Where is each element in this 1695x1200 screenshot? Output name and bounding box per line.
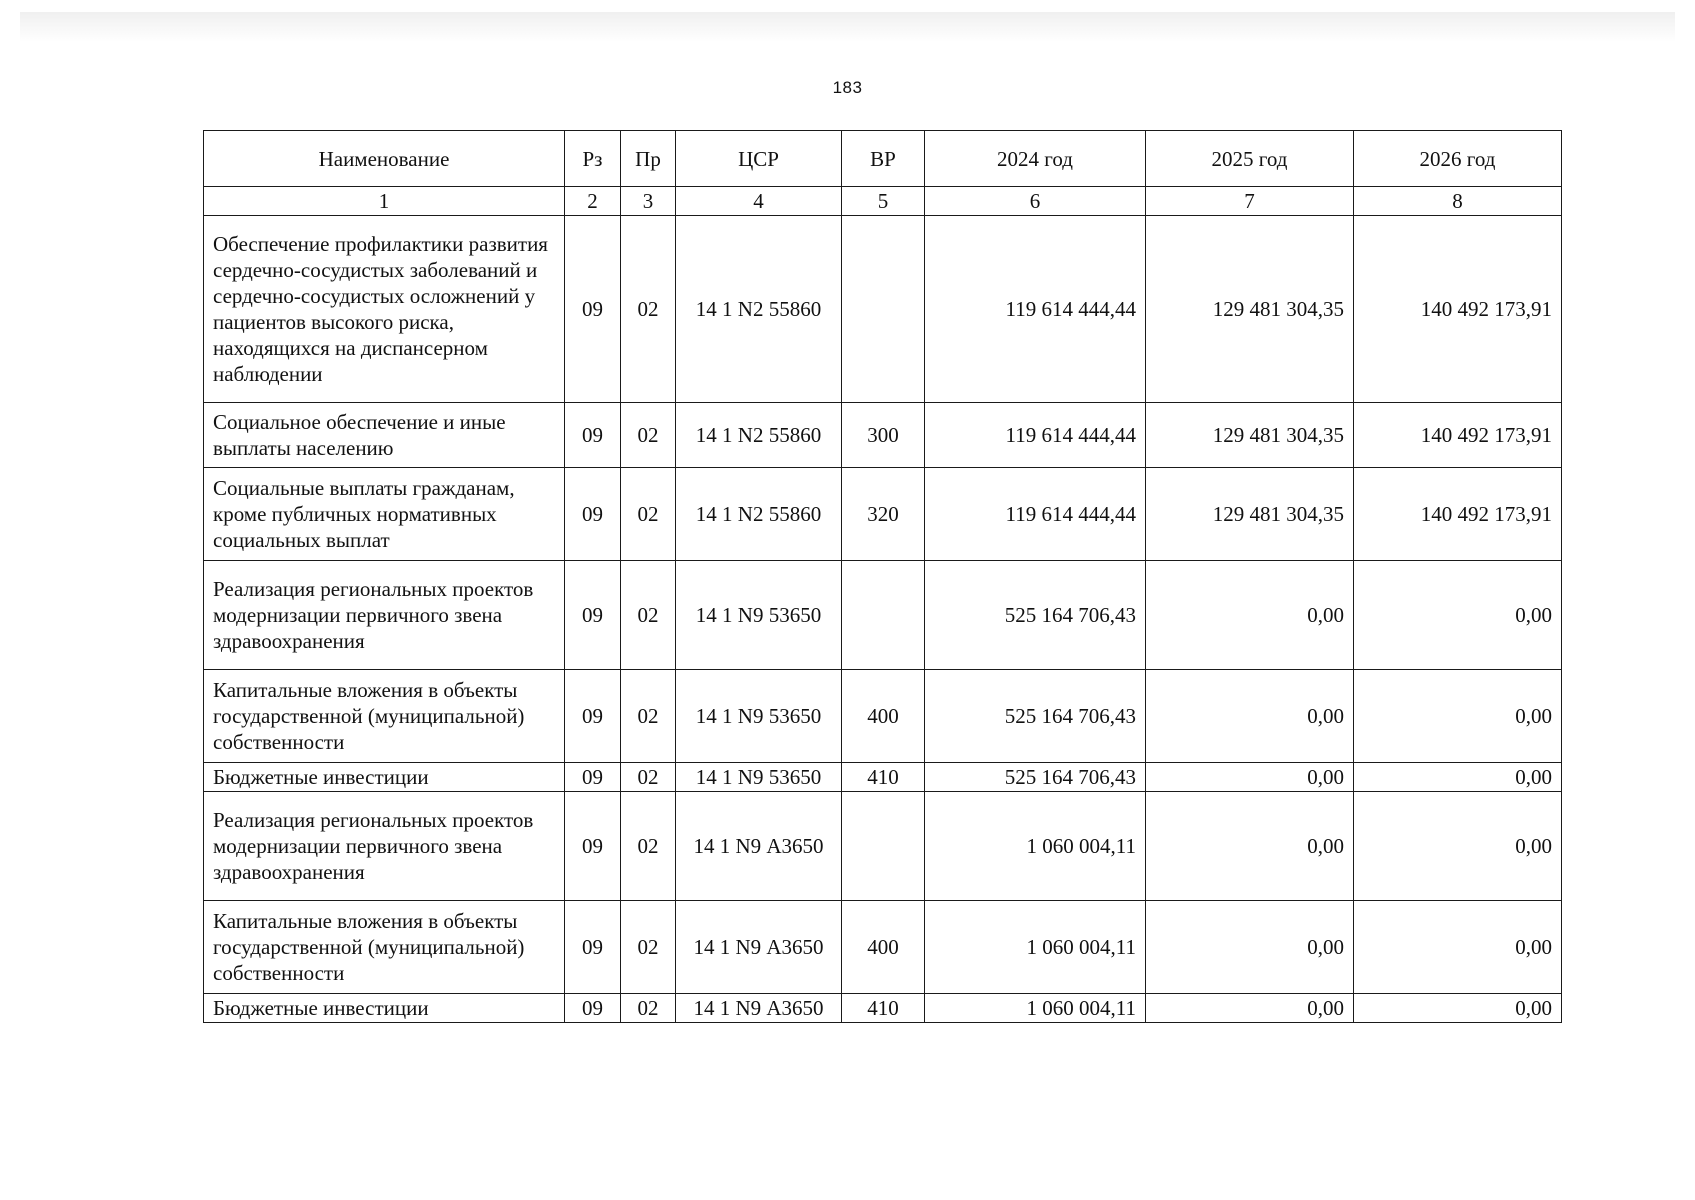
row-pr: 02 [621,763,676,792]
row-name: Социальные выплаты гражданам, кроме публичных нормативных социальных выплат [204,468,565,561]
header-rz: Рз [565,131,621,187]
row-csr: 14 1 N9 53650 [676,763,842,792]
row-2024: 119 614 444,44 [925,216,1146,403]
row-2026: 0,00 [1354,792,1562,901]
row-csr: 14 1 N9 А3650 [676,994,842,1023]
column-number: 5 [842,187,925,216]
table-row [204,670,1562,763]
row-2026: 0,00 [1354,994,1562,1023]
row-vr: 300 [842,403,925,468]
row-2026: 0,00 [1354,670,1562,763]
table-row [204,792,1562,901]
scan-shadow [20,12,1675,42]
row-vr: 400 [842,901,925,994]
row-vr [842,216,925,403]
row-2025: 129 481 304,35 [1146,216,1354,403]
row-csr: 14 1 N9 А3650 [676,901,842,994]
row-vr: 410 [842,763,925,792]
row-vr: 320 [842,468,925,561]
row-2026: 0,00 [1354,561,1562,670]
row-name: Обеспечение профилактики развития сердечно-сосудистых заболеваний и сердечно-сосудистых осложнений у пациентов высокого риска, находящихся на диспансерном наблюдении [204,216,565,403]
row-rz: 09 [565,994,621,1023]
row-name: Социальное обеспечение и иные выплаты населению [204,403,565,468]
row-2026: 0,00 [1354,763,1562,792]
row-rz: 09 [565,216,621,403]
row-pr: 02 [621,403,676,468]
header-name: Наименование [204,131,565,187]
table-row [204,468,1562,561]
row-2026: 0,00 [1354,901,1562,994]
header-2026: 2026 год [1354,131,1562,187]
row-2025: 0,00 [1146,901,1354,994]
row-2024: 525 164 706,43 [925,763,1146,792]
row-2024: 525 164 706,43 [925,561,1146,670]
row-csr: 14 1 N9 А3650 [676,792,842,901]
header-2025: 2025 год [1146,131,1354,187]
column-number: 1 [204,187,565,216]
column-number: 3 [621,187,676,216]
header-row [204,131,1562,187]
header-2024: 2024 год [925,131,1146,187]
row-2025: 0,00 [1146,792,1354,901]
row-rz: 09 [565,901,621,994]
table-row [204,994,1562,1023]
row-name: Капитальные вложения в объекты государственной (муниципальной) собственности [204,670,565,763]
row-2024: 1 060 004,11 [925,994,1146,1023]
row-2026: 140 492 173,91 [1354,403,1562,468]
header-csr: ЦСР [676,131,842,187]
row-pr: 02 [621,670,676,763]
row-vr: 400 [842,670,925,763]
row-2024: 119 614 444,44 [925,403,1146,468]
row-2025: 129 481 304,35 [1146,403,1354,468]
row-rz: 09 [565,670,621,763]
row-pr: 02 [621,561,676,670]
row-2024: 525 164 706,43 [925,670,1146,763]
column-number: 7 [1146,187,1354,216]
table-row [204,216,1562,403]
row-pr: 02 [621,901,676,994]
row-rz: 09 [565,468,621,561]
page-number: 183 [832,78,863,97]
row-2025: 0,00 [1146,994,1354,1023]
header-pr: Пр [621,131,676,187]
row-csr: 14 1 N2 55860 [676,403,842,468]
row-name: Капитальные вложения в объекты государственной (муниципальной) собственности [204,901,565,994]
row-pr: 02 [621,216,676,403]
table-row [204,901,1562,994]
row-name: Реализация региональных проектов модернизации первичного звена здравоохранения [204,792,565,901]
table-row [204,403,1562,468]
row-name: Бюджетные инвестиции [204,994,565,1023]
row-csr: 14 1 N9 53650 [676,561,842,670]
row-csr: 14 1 N2 55860 [676,216,842,403]
row-rz: 09 [565,561,621,670]
row-vr: 410 [842,994,925,1023]
row-pr: 02 [621,792,676,901]
row-2026: 140 492 173,91 [1354,216,1562,403]
row-csr: 14 1 N2 55860 [676,468,842,561]
row-pr: 02 [621,468,676,561]
row-rz: 09 [565,792,621,901]
table-row [204,763,1562,792]
row-2025: 0,00 [1146,561,1354,670]
row-2024: 119 614 444,44 [925,468,1146,561]
row-rz: 09 [565,403,621,468]
row-2025: 0,00 [1146,670,1354,763]
column-number-row [204,187,1562,216]
header-vr: ВР [842,131,925,187]
row-2025: 129 481 304,35 [1146,468,1354,561]
row-csr: 14 1 N9 53650 [676,670,842,763]
row-2024: 1 060 004,11 [925,792,1146,901]
row-2025: 0,00 [1146,763,1354,792]
column-number: 2 [565,187,621,216]
row-name: Реализация региональных проектов модернизации первичного звена здравоохранения [204,561,565,670]
row-pr: 02 [621,994,676,1023]
row-name: Бюджетные инвестиции [204,763,565,792]
row-vr [842,561,925,670]
row-vr [842,792,925,901]
table-row [204,561,1562,670]
column-number: 4 [676,187,842,216]
column-number: 6 [925,187,1146,216]
row-2024: 1 060 004,11 [925,901,1146,994]
column-number: 8 [1354,187,1562,216]
row-rz: 09 [565,763,621,792]
budget-table [203,130,1562,1023]
row-2026: 140 492 173,91 [1354,468,1562,561]
